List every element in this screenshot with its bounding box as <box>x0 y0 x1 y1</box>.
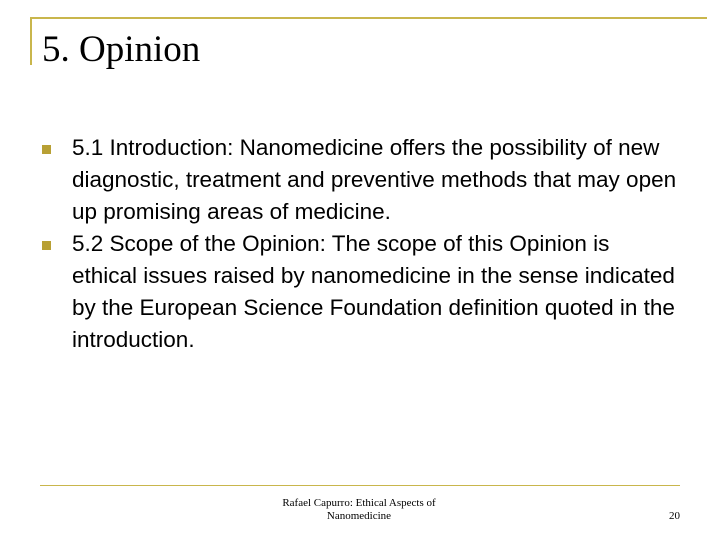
page-number: 20 <box>669 510 680 522</box>
square-bullet-icon <box>42 145 51 154</box>
bullet-text-scope: 5.2 Scope of the Opinion: The scope of this Opinion is ethical issues raised by nanomedicine in the sense indicated by the European Science Foundation definition quoted in the introduction. <box>72 231 675 352</box>
footer-credit-line-1: Rafael Capurro: Ethical Aspects of <box>282 497 436 509</box>
frame-top-line <box>30 17 707 19</box>
footer-credit-line-2: Nanomedicine <box>326 510 392 522</box>
footer-credit <box>259 497 459 523</box>
square-bullet-icon <box>42 241 51 250</box>
bullet-item-introduction <box>40 132 680 228</box>
bullet-text-introduction: 5.1 Introduction: Nanomedicine offers the possibility of new diagnostic, treatment and preventive methods that may open up promising areas of medicine. <box>72 135 677 224</box>
bullet-item-scope <box>40 228 680 356</box>
bullet-list <box>40 132 680 356</box>
footer-divider <box>40 485 680 486</box>
frame-left-line <box>30 17 32 65</box>
slide-title: 5. Opinion <box>42 29 201 70</box>
